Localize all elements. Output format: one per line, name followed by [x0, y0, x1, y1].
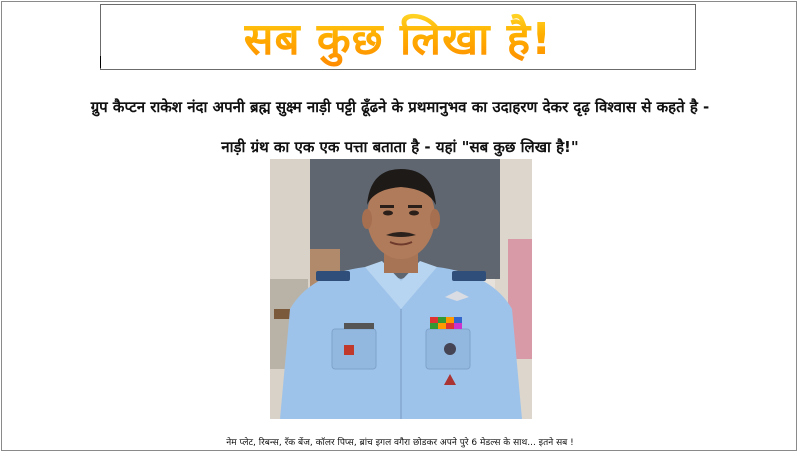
portrait-illustration: [270, 159, 532, 419]
photo-caption: नेम प्लेट, रिबन्स, रँक बेंज, कॉलर पिप्स, ब्रांच इगल वगैरा छोडकर अपने पुरे 6 मेडल्स के साथ... इतने सब !: [226, 438, 574, 448]
title-banner: [100, 4, 696, 70]
portrait-photo: [270, 159, 532, 419]
text-cursor: [100, 56, 101, 68]
headline-line-1: ग्रुप कैप्टन राकेश नंदा अपनी ब्रह्म सुक्ष्म नाड़ी पट्टी ढूँढने के प्रथमानुभव का उदाहरण देकर दृढ़ विश्वास से कहते है -: [90, 98, 710, 116]
headline: [0, 87, 800, 167]
headline-line-2: नाड़ी ग्रंथ का एक एक पत्ता बताता है - यहां "सब कुछ लिखा है!": [221, 138, 579, 156]
banner-title: सब कुछ लिखा है!: [244, 7, 553, 67]
